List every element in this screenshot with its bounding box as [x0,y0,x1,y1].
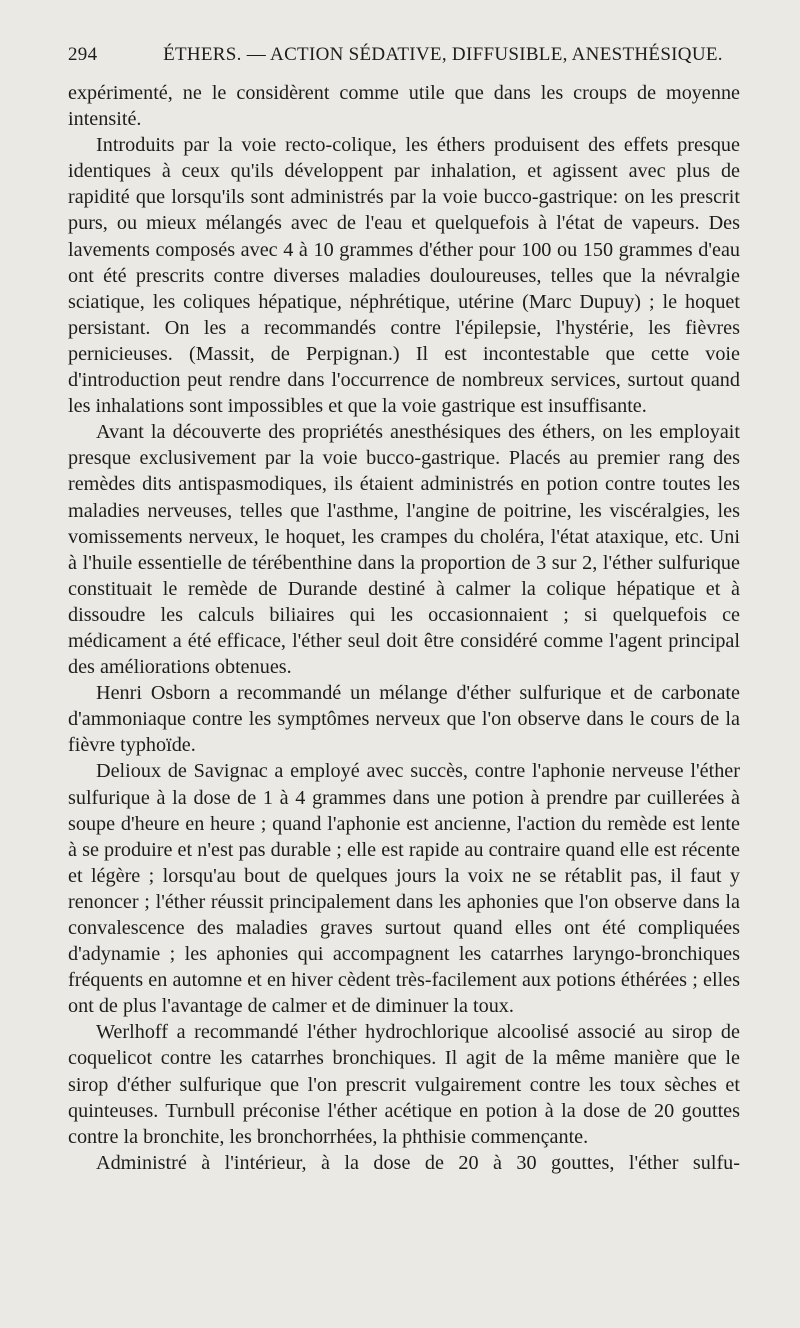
paragraph-delioux: Delioux de Savignac a employé avec succès, contre l'aphonie nerveuse l'éther sulfurique à la dose de 1 à 4 grammes dans une potion à prendre par cuillerées à soupe d'heure en heure ; quand l'aphonie est ancienne, l'action du remède est lente à se produire et n'est pas durable ; elle est rapide au contraire quand elle est récente et légère ; lorsqu'au bout de quelques jours la voix ne se rétablit pas, il faut y renoncer ; l'éther réussit principalement dans les aphonies que l'on observe dans la convalescence des maladies graves surtout quand elles ont été compliquées d'adynamie ; les aphonies qui accompagnent les catarrhes laryngo-bronchiques fréquents en automne et en hiver cèdent très-facilement aux potions éthérées ; elles ont de plus l'avantage de calmer et de diminuer la toux. [68,760,740,1018]
paragraph-recto-colique: Introduits par la voie recto-colique, les éthers produisent des effets presque identiques à ceux qu'ils développent par inhalation, et agissent avec plus de rapidité que lorsqu'ils sont administrés par la voie bucco-gastrique: on les prescrit purs, ou mieux mélangés avec de l'eau et quelquefois à l'état de vapeurs. Des lavements composés avec 4 à 10 grammes d'éther pour 100 ou 150 grammes d'eau ont été prescrits contre diverses maladies douloureuses, telles que la névralgie sciatique, les coliques hépatique, néphrétique, utérine (Marc Dupuy) ; le hoquet persistant. On les a recommandés contre l'épilepsie, l'hystérie, les fièvres pernicieuses. (Massit, de Perpignan.) Il est incontestable que cette voie d'introduction peut rendre dans l'occurrence de nombreux services, surtout quand les inhalations sont impossibles et que la voie gastrique est insuffisante. [68,134,740,418]
page-header [68,44,748,74]
page-number: 294 [68,44,98,65]
paragraph-continuation: expérimenté, ne le considèrent comme utile que dans les croups de moyenne intensité. [68,82,740,131]
paragraph-werlhoff: Werlhoff a recommandé l'éther hydrochlorique alcoolisé associé au sirop de coquelicot contre les catarrhes bronchiques. Il agit de la même manière que le sirop d'éther sulfurique que l'on prescrit vulgairement contre les toux sèches et quinteuses. Turnbull préconise l'éther acétique en potion à la dose de 20 gouttes contre la bronchite, les bronchorrhées, la phthisie commençante. [68,1021,740,1148]
paragraph-administre: Administré à l'intérieur, à la dose de 20 à 30 gouttes, l'éther sulfu- [96,1151,740,1174]
paragraph-osborn: Henri Osborn a recommandé un mélange d'éther sulfurique et de carbonate d'ammoniaque contre les symptômes nerveux que l'on observe dans le cours de la fièvre typhoïde. [68,682,740,757]
body-text [68,80,740,1176]
running-head: ÉTHERS. — ACTION SÉDATIVE, DIFFUSIBLE, ANESTHÉSIQUE. [163,44,723,65]
paragraph-bucco-gastrique: Avant la découverte des propriétés anesthésiques des éthers, on les employait presque exclusivement par la voie bucco-gastrique. Placés au premier rang des remèdes dits antispasmodiques, ils étaient administrés en potion contre toutes les maladies nerveuses, telles que l'asthme, l'angine de poitrine, les viscéralgies, les vomissements nerveux, le hoquet, les crampes du choléra, l'état ataxique, etc. Uni à l'huile essentielle de térébenthine dans la proportion de 3 sur 2, l'éther sulfurique constituait le remède de Durande destiné à calmer la colique hépatique et à dissoudre les calculs biliaires qui les occasionnaient ; si quelquefois ce médicament a été efficace, l'éther seul doit être considéré comme l'agent principal des améliorations obtenues. [68,421,740,679]
